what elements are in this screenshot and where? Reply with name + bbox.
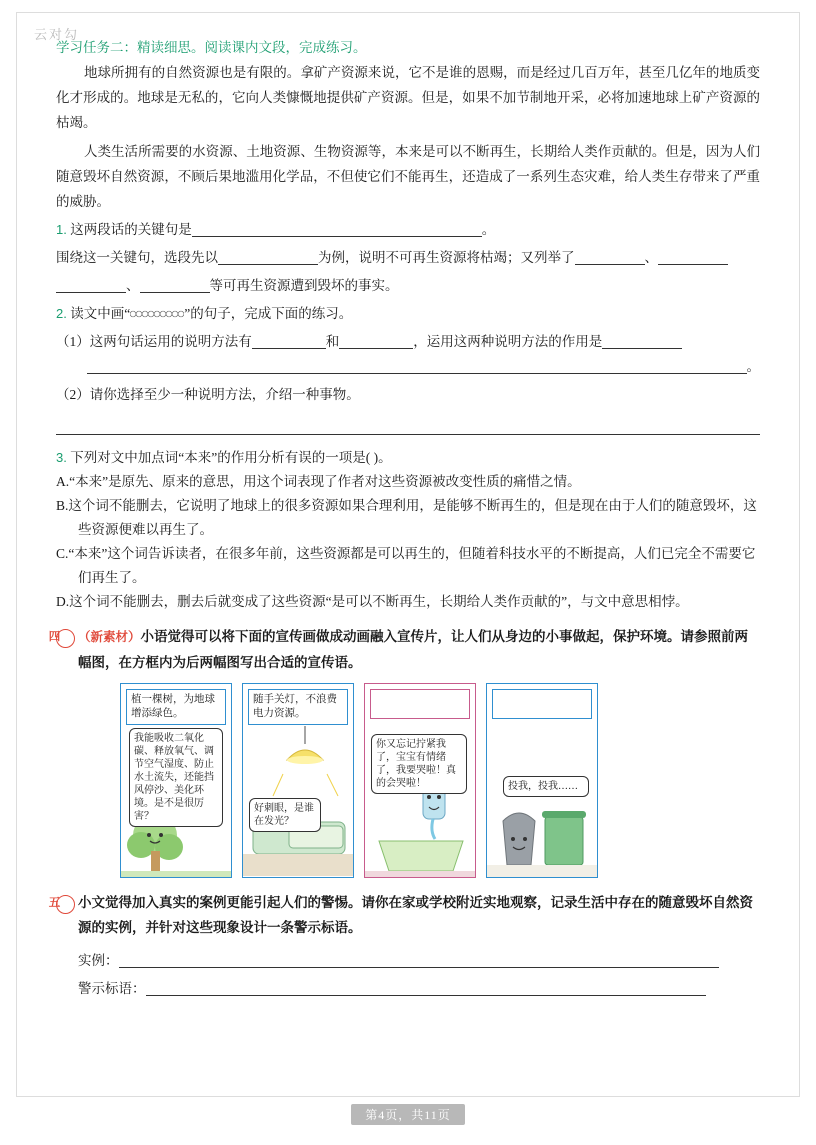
page-number: 第4页，共11页 [351,1104,465,1125]
wavy-underline-icon [130,308,184,320]
option-a-label: A.“本来”是原先、原来的意思，用这个词表现了作者对这些资源被改变性质的痛惜之情。 [56,474,581,489]
period: 。 [481,222,496,237]
question-2-number: 2. [56,306,67,321]
comic-bubble-3: 你又忘记拧紧我了，宝宝有情绪了，我要哭啦！真的会哭啦！ [371,734,467,794]
slogan-label: 警示标语： [78,981,146,996]
answer-blank[interactable] [192,220,482,237]
comic-bubble-1: 我能吸收二氧化碳、释放氧气、调节空气湿度、防止水土流失，还能挡风停沙、美化环境。是不是很厉害？ [129,728,223,827]
question-2-1-pre: （1）这两句话运用的说明方法有 [56,334,252,349]
question-2-1-post: ，运用这两种说明方法的作用是 [413,334,603,349]
comic-bubble-2: 好刺眼，是谁在发光？ [249,798,321,832]
question-4 [48,624,760,675]
question-3-number: 3. [56,450,67,465]
comic-caption-4[interactable] [492,689,592,719]
example-row [56,948,760,973]
question-5-marker: 五 [56,895,75,914]
question-3 [56,445,760,470]
question-2-1 [56,329,760,354]
question-2-1-line2 [56,354,760,379]
answer-line[interactable] [56,433,760,435]
question-2 [56,301,760,326]
passage-paragraph-2: 人类生活所需要的水资源、土地资源、生物资源等，本来是可以不断再生，长期给人类作贡献的。但是，因为人们随意毁坏自然资源，不顾后果地滥用化学品，不但使它们不能再生，还造成了一系列生态灾难，给人类生存带来了严重的威胁。 [56,144,760,209]
option-b-label: B.这个词不能删去，它说明了地球上的很多资源如果合理利用，是能够不断再生的，但是现在由于人们的随意毁坏，这些资源便难以再生了。 [56,498,757,537]
question-2-text-b: ”的句子，完成下面的练习。 [184,306,353,321]
comic-scene-1 [121,726,231,877]
comic-caption-1: 植一棵树，为地球增添绿色。 [126,689,226,725]
comic-scene-3 [365,726,475,877]
answer-blank[interactable] [140,276,210,293]
answer-blank[interactable] [56,276,126,293]
dun-mark: 、 [126,278,140,293]
task-title: 学习任务二：精读细思。阅读课内文段，完成练习。 [56,40,367,55]
question-1c-end: 等可再生资源遭到毁坏的事实。 [209,278,399,293]
question-4-marker: 四 [56,629,75,648]
question-1b-pre: 围绕这一关键句，选段先以 [56,250,218,265]
example-input[interactable] [119,951,719,968]
example-label: 实例： [78,953,119,968]
option-d[interactable] [56,590,760,614]
question-3-text: 下列对文中加点词“本来”的作用分析有误的一项是( )。 [70,450,392,465]
comic-bubble-4: 投我，投我…… [503,776,589,797]
slogan-row [56,976,760,1001]
question-4-text: 小语觉得可以将下面的宣传画做成动画融入宣传片，让人们从身边的小事做起，保护环境。请参照前两幅图，在方框内为后两幅图写出合适的宣传语。 [78,629,749,670]
answer-blank[interactable] [575,248,645,265]
comic-panel-1 [120,683,232,878]
option-b[interactable] [56,494,760,542]
comic-panel-3 [364,683,476,878]
and-label: 和 [325,334,340,349]
comic-caption-2: 随手关灯，不浪费电力资源。 [248,689,348,725]
answer-blank[interactable] [339,332,413,349]
comic-caption-3[interactable] [370,689,470,719]
slogan-input[interactable] [146,979,706,996]
question-1-text: 这两段话的关键句是 [70,222,192,237]
option-a[interactable] [56,470,760,494]
comic-panel-4 [486,683,598,878]
new-material-tag: （新素材） [78,630,141,644]
option-c[interactable] [56,542,760,590]
answer-blank[interactable] [87,357,747,374]
question-1-number: 1. [56,222,67,237]
comic-strip [120,683,760,878]
passage-paragraph-1: 地球所拥有的自然资源也是有限的。拿矿产资源来说，它不是谁的恩赐，而是经过几百万年，甚至几亿年的地质变化才形成的。地球是无私的，它向人类慷慨地提供矿产资源。但是，如果不加节制地开采，必将加速地球上矿产资源的枯竭。 [56,65,760,130]
option-c-label: C.“本来”这个词告诉读者，在很多年前，这些资源都是可以再生的，但随着科技水平的不断提高，人们已完全不需要它们再生了。 [56,546,756,585]
page-footer [0,1104,816,1125]
question-1c [56,273,760,298]
answer-blank[interactable] [658,248,728,265]
question-5-text: 小文觉得加入真实的案例更能引起人们的警惕。请你在家或学校附近实地观察，记录生活中存在的随意毁坏自然资源的实例，并针对这些现象设计一条警示标语。 [78,895,753,935]
question-5 [48,890,760,940]
answer-blank[interactable] [602,332,682,349]
question-2-text-a: 读文中画“ [70,306,131,321]
comic-scene-2 [243,726,353,877]
dun-mark: 、 [644,250,658,265]
question-2-2: （2）请你选择至少一种说明方法，介绍一种事物。 [56,387,360,402]
question-1b-mid: 为例，说明不可再生资源将枯竭；又列举了 [318,250,575,265]
watermark: 云对勾 [34,27,80,42]
comic-panel-2 [242,683,354,878]
comic-scene-4 [487,726,597,877]
period: 。 [746,359,760,374]
answer-blank[interactable] [252,332,326,349]
answer-blank[interactable] [218,248,318,265]
question-1b [56,245,760,270]
question-1 [56,217,760,242]
option-d-label: D.这个词不能删去，删去后就变成了这些资源“是可以不断再生，长期给人类作贡献的”，与文中意思相悖。 [56,594,689,609]
